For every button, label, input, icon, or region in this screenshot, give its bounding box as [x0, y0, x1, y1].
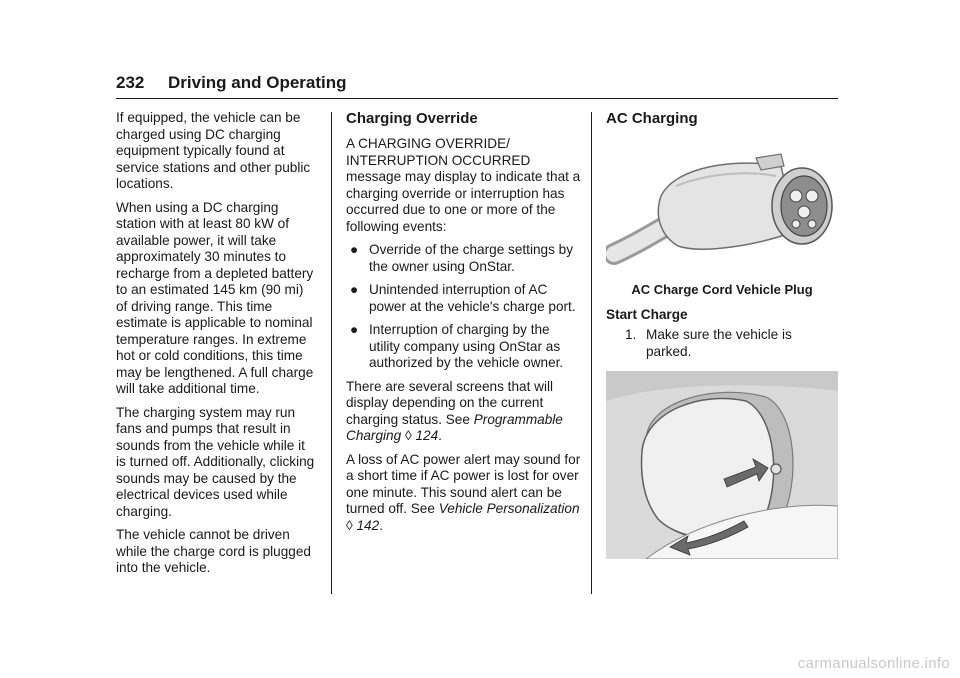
paragraph-text: A loss of AC power alert may sound for a short time if AC power is lost for over one minute. This sound alert can be turned off. See	[346, 451, 581, 516]
list-item	[606, 327, 838, 360]
watermark: carmanualsonline.info	[797, 655, 950, 672]
paragraph: The charging system may run fans and pumps that result in sounds from the vehicle while it is turned off. Additionally, clicking sounds may be caused by the electrical devices used while charging.	[116, 404, 315, 519]
list-item	[346, 322, 581, 372]
list-item-text: Unintended interruption of AC power at the vehicle's charge port.	[369, 282, 576, 314]
step-text: Make sure the vehicle is parked.	[646, 327, 792, 359]
column-2	[346, 110, 581, 541]
paragraph: When using a DC charging station with at least 80 kW of available power, it will take approximately 30 minutes to recharge from a depleted battery to an estimated 145 km (90 mi) of driving range. This time estimate is applicable to nominal temperature ranges. In extreme hot or cold conditions, this time may be lengthened. A full charge will take additional time.	[116, 199, 314, 396]
step-number: 1.	[625, 327, 637, 342]
cross-reference-link[interactable]: Vehicle Personalization	[438, 501, 580, 516]
paragraph: The vehicle cannot be driven while the charge cord is plugged into the vehicle.	[116, 527, 311, 575]
paragraph-text: There are several screens that will display depending on the current charging status. See	[346, 378, 554, 427]
bullet-icon: ●	[350, 322, 359, 337]
charge-plug-illustration	[606, 136, 838, 276]
bullet-icon: ●	[350, 282, 359, 297]
charge-port-door-icon	[606, 371, 838, 559]
paragraph	[346, 379, 581, 445]
page-reference[interactable]: 142	[356, 517, 380, 533]
list-item	[346, 242, 581, 275]
column-divider-2	[591, 112, 592, 594]
page-reference[interactable]: 124	[415, 428, 439, 443]
period: .	[438, 428, 442, 443]
cross-reference-link[interactable]: Programmable Charging	[346, 411, 563, 443]
list-item-text: Override of the charge settings by the owner using OnStar.	[369, 242, 574, 274]
bullet-icon: ●	[350, 242, 359, 257]
charging-override-heading: Charging Override	[346, 110, 478, 127]
page-number: 232	[116, 73, 145, 92]
column-divider-1	[331, 112, 332, 594]
paragraph: A CHARGING OVERRIDE/ INTERRUPTION OCCURRED message may display to indicate that a charging override or interruption has occurred due to one or more of the following events:	[346, 136, 581, 234]
page-ref-icon: ◊	[404, 428, 412, 443]
paragraph	[346, 452, 581, 535]
charge-port-door-illustration	[606, 371, 838, 559]
paragraph: If equipped, the vehicle can be charged using DC charging equipment typically found at service stations and other public locations.	[116, 110, 311, 191]
page-header	[116, 72, 838, 99]
charge-plug-icon	[606, 136, 838, 276]
list-item	[346, 282, 581, 315]
start-charge-subheading: Start Charge	[606, 306, 688, 322]
column-1	[116, 110, 316, 584]
page-ref-icon: ◊	[346, 517, 353, 533]
figure-caption: AC Charge Cord Vehicle Plug	[631, 282, 813, 297]
period: .	[379, 517, 383, 533]
section-title: Driving and Operating	[168, 73, 347, 92]
ac-charging-heading: AC Charging	[606, 110, 698, 127]
list-item-text: Interruption of charging by the utility company using OnStar as authorized by the vehicle owner.	[369, 322, 564, 370]
column-3	[606, 110, 838, 367]
